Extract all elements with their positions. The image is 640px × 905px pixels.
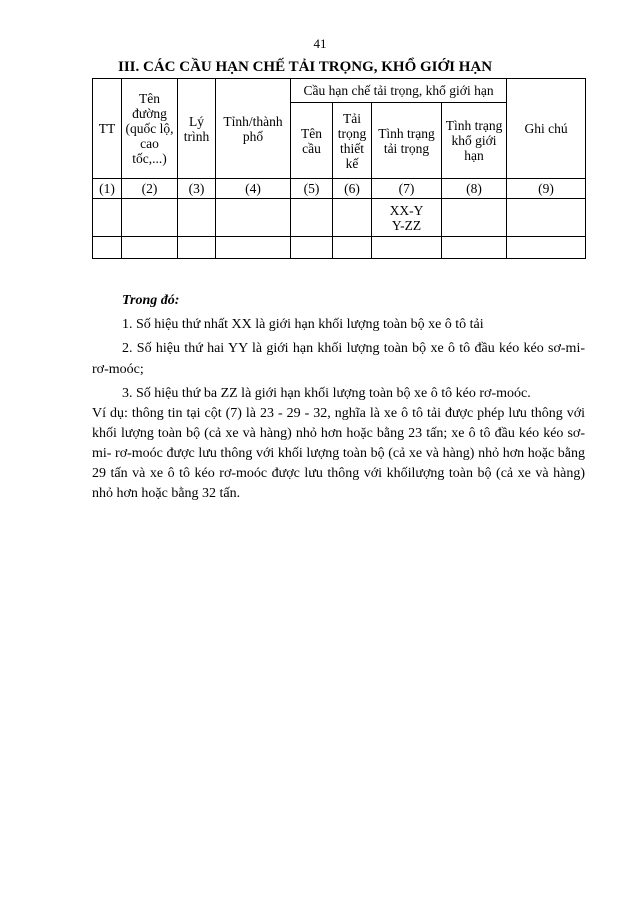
note-item-2: 2. Số hiệu thứ hai YY là giới hạn khối lượng toàn bộ xe ô tô đầu kéo kéo sơ-mi-rơ-moóc; (92, 341, 585, 377)
header-province: Tỉnh/thành phố (216, 79, 291, 179)
header-bridge-name: Tên cầu (291, 103, 333, 179)
column-number: (6) (333, 179, 372, 199)
column-number: (8) (442, 179, 507, 199)
table-cell: XX-YY-ZZ (372, 199, 442, 237)
table-cell (122, 237, 178, 259)
table-cell (291, 199, 333, 237)
column-number: (1) (93, 179, 122, 199)
header-tt: TT (93, 79, 122, 179)
table-cell (291, 237, 333, 259)
table-cell (507, 237, 586, 259)
note-item-3: 3. Số hiệu thứ ba ZZ là giới hạn khối lượng toàn bộ xe ô tô kéo rơ-moóc. (122, 386, 531, 401)
table-cell (178, 199, 216, 237)
table-cell (216, 199, 291, 237)
header-clearance-status: Tình trạng khổ giới hạn (442, 103, 507, 179)
column-number: (2) (122, 179, 178, 199)
table-cell (333, 199, 372, 237)
column-number: (4) (216, 179, 291, 199)
table-row (93, 199, 586, 237)
section-title: III. CÁC CẦU HẠN CHẾ TẢI TRỌNG, KHỔ GIỚI HẠN (118, 59, 493, 75)
table-cell (216, 237, 291, 259)
table-cell (507, 199, 586, 237)
table-cell (93, 237, 122, 259)
header-road: Tên đường (quốc lộ, cao tốc,...) (122, 79, 178, 179)
header-note: Ghi chú (507, 79, 586, 179)
table-cell (372, 237, 442, 259)
page-number: 41 (313, 36, 327, 51)
table-cell (333, 237, 372, 259)
notes-section (92, 290, 585, 504)
note-example: Ví dụ: thông tin tại cột (7) là 23 - 29 - 32, nghĩa là xe ô tô tải được phép lưu thông với khối lượng toàn bộ (cả xe và hàng) nhỏ hơn hoặc bằng 23 tấn; xe ô tô đầu kéo kéo sơ-mi- rơ-moóc được lưu thông với khối lượng toàn bộ (cả xe và hàng) nhỏ hơn hoặc bằng 29 tấn và xe ô tô kéo rơ-moóc được lưu thông với khốilượng toàn bộ (cả xe và hàng) nhỏ hơn hoặc bằng 32 tấn. (92, 406, 585, 501)
table-row (93, 237, 586, 259)
bridge-limits-table (92, 78, 586, 259)
table-cell (442, 199, 507, 237)
column-number: (7) (372, 179, 442, 199)
table-cell (93, 199, 122, 237)
notes-heading: Trong đó: (122, 293, 180, 308)
header-group: Cầu hạn chế tải trọng, khổ giới hạn (291, 79, 507, 103)
table-cell (122, 199, 178, 237)
column-number: (5) (291, 179, 333, 199)
column-number-row (93, 179, 586, 199)
column-number: (3) (178, 179, 216, 199)
header-load-status: Tình trạng tải trọng (372, 103, 442, 179)
table-cell (178, 237, 216, 259)
header-km: Lý trình (178, 79, 216, 179)
note-item-1: 1. Số hiệu thứ nhất XX là giới hạn khối lượng toàn bộ xe ô tô tải (122, 317, 484, 332)
header-design-load: Tải trọng thiết kế (333, 103, 372, 179)
column-number: (9) (507, 179, 586, 199)
table-cell (442, 237, 507, 259)
